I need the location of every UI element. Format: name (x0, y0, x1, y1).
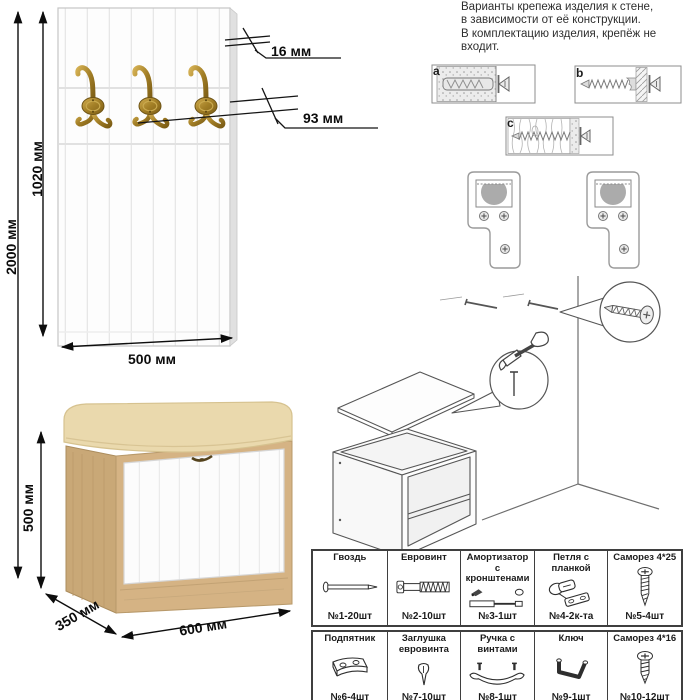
dim-bench-height: 500 мм (20, 484, 36, 532)
screw-callout (560, 282, 660, 342)
part-cell-damper (460, 551, 534, 625)
part-qty: №10-12шт (619, 692, 670, 700)
gas-strut-icon (467, 586, 527, 610)
cabinet-box (333, 429, 476, 557)
dim-hook-depth: 93 мм (303, 110, 344, 126)
part-qty: №7-10шт (401, 692, 447, 700)
part-name: Гвоздь (333, 552, 367, 563)
part-name: Заглушка евровинта (398, 633, 449, 655)
fastening-diagram-a (432, 65, 535, 103)
eurovint-icon (395, 578, 453, 596)
parts-table-row (311, 549, 683, 627)
cap-icon (413, 661, 435, 687)
dim-total-height: 2000 мм (3, 219, 19, 275)
part-qty: №6-4шт (330, 692, 370, 700)
mounting-bracket-icon (468, 172, 520, 268)
note-line: В комплектацию изделия, крепёж не (461, 27, 657, 40)
foot-pad-icon (329, 654, 371, 682)
note-line: входит. (461, 41, 500, 54)
parts-table (311, 549, 683, 700)
part-cell-handle (460, 632, 534, 700)
nail-icon (321, 579, 379, 595)
nails-and-motion-lines (440, 294, 558, 309)
part-name: Евровинт (400, 552, 447, 563)
screw-icon (635, 567, 655, 607)
part-cell-eurovint (387, 551, 461, 625)
hinge-icon (547, 576, 595, 610)
part-name: Ключ (558, 633, 584, 644)
part-qty: №9-1шт (551, 692, 591, 700)
part-cell-footpad (313, 632, 387, 700)
handle-icon (467, 660, 527, 688)
note-line: Варианты крепежа изделия к стене, (461, 1, 654, 13)
part-name: Петля с планкой (551, 552, 591, 574)
part-qty: №5-4шт (625, 611, 665, 622)
part-name: Ручка с винтами (477, 633, 518, 655)
hammer-callout (452, 332, 548, 413)
wall-panel-drawing (58, 8, 237, 346)
part-qty: №1-20шт (327, 611, 372, 622)
part-cell-screw-4x25 (607, 551, 681, 625)
part-cell-nail (313, 551, 387, 625)
note-line: в зависимости от её конструкции. (461, 14, 641, 27)
dim-bench-depth: 350 мм (52, 596, 102, 634)
back-panel-sheet (338, 372, 474, 436)
part-qty: №8-1шт (478, 692, 517, 700)
hex-key-icon (551, 653, 591, 683)
part-qty: №4-2к-та (548, 611, 594, 622)
part-cell-key (534, 632, 608, 700)
fastening-diagram-c (506, 117, 613, 155)
part-cell-cap (387, 632, 461, 700)
assembly-illustration (333, 276, 660, 557)
dim-panel-thickness: 16 мм (271, 43, 312, 59)
part-qty: №3-1шт (478, 611, 517, 622)
diagram-label-a: a (433, 64, 440, 78)
part-cell-screw-4x16 (607, 632, 681, 700)
part-cell-hinge (534, 551, 608, 625)
diagram-label-b: b (576, 66, 584, 80)
dim-panel-height: 1020 мм (29, 141, 45, 197)
shoe-bench-drawing (64, 402, 292, 613)
dim-bench-width: 600 мм (178, 615, 228, 639)
part-qty: №2-10шт (401, 611, 447, 622)
part-name: Амортизатор с кронштенами (465, 552, 530, 585)
screw-icon (635, 651, 655, 685)
diagram-label-c: c (507, 116, 514, 130)
parts-table-row (311, 630, 683, 700)
dim-panel-width: 500 мм (128, 351, 176, 367)
fastening-diagram-b (575, 66, 681, 103)
part-name: Саморез 4*16 (613, 633, 677, 644)
mounting-bracket-icon (587, 172, 639, 268)
mounting-note (461, 1, 682, 55)
part-name: Саморез 4*25 (613, 552, 677, 563)
part-name: Подпятник (324, 633, 376, 644)
